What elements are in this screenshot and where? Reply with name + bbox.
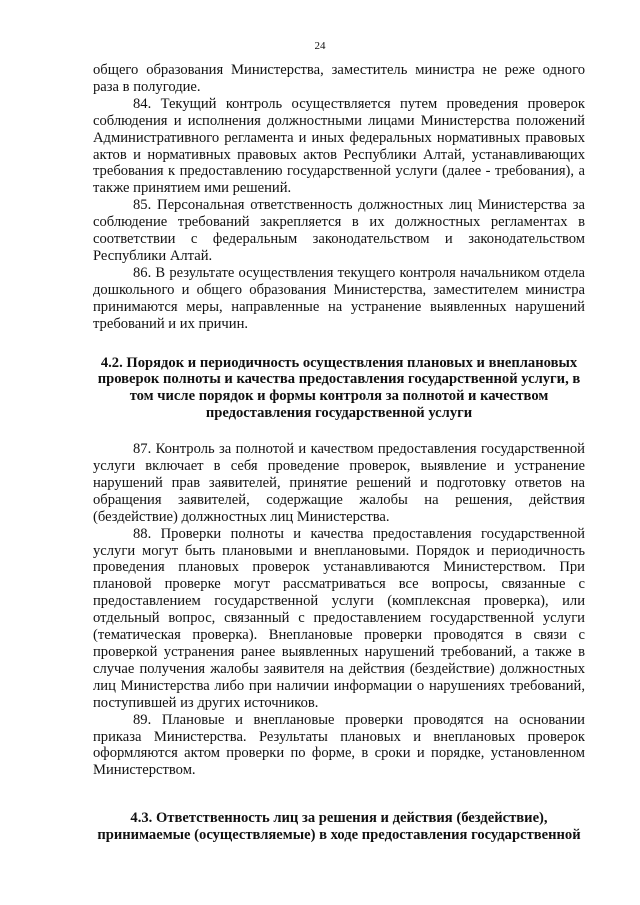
section-4-3-heading-line-1: 4.3. Ответственность лиц за решения и действия (бездействие),	[130, 810, 548, 827]
paragraph-88: 88. Проверки полноты и качества предоставления государственной услуги могут быть плановыми и внеплановыми. Порядок и периодичность проведения плановых проверок устанавливаются Министерством. При плановой проверке могут рассматриваться все вопросы, связанные с предоставлением государственной услуги (комплексная проверка), или отдельный вопрос, связанный с предоставлением государственной услуги (тематическая проверка). Внеплановые проверки проводятся в связи с проверкой устранения ранее выявленных нарушений требований, а также в случае получения жалобы заявителя на действия (бездействие) должностных лиц Министерства либо при наличии информации о нарушениях требований, поступившей из других источников.	[93, 525, 585, 711]
paragraph-85: 85. Персональная ответственность должностных лиц Министерства за соблюдение требований закрепляется в их должностных регламентах в соответствии с федеральным законодательством и законодательством Республики Алтай.	[93, 197, 585, 264]
page-number: 24	[314, 40, 326, 52]
paragraph-continuation: общего образования Министерства, заместитель министра не реже одного раза в полугодие.	[93, 62, 585, 95]
document-body	[93, 62, 585, 844]
paragraph-84: 84. Текущий контроль осуществляется путем проведения проверок соблюдения и исполнения должностными лицами Министерства положений Административного регламента и иных федеральных нормативных правовых актов и нормативных правовых актов Республики Алтай, устанавливающих требования к предоставлению государственной услуги (далее - требования), а также принятием ими решений.	[93, 95, 585, 197]
section-4-3-heading-line-2: принимаемые (осуществляемые) в ходе предоставления государственной	[97, 827, 581, 844]
section-4-3-heading	[93, 810, 585, 844]
paragraph-89: 89. Плановые и внеплановые проверки проводятся на основании приказа Министерства. Результаты плановых и внеплановых проверок оформляются актом проверки по форме, в сроки и порядке, установленном Министерством.	[93, 711, 585, 779]
paragraph-87: 87. Контроль за полнотой и качеством предоставления государственной услуги включает в себя проведение проверок, выявление и устранение нарушений прав заявителей, принятие решений и подготовку ответов на обращения заявителей, содержащие жалобы на решения, действия (бездействие) должностных лиц Министерства.	[93, 441, 585, 525]
paragraph-86: 86. В результате осуществления текущего контроля начальником отдела дошкольного и общего образования Министерства, заместителем министра принимаются меры, направленные на устранение выявленных нарушений требований и их причин.	[93, 264, 585, 332]
section-4-2-heading: 4.2. Порядок и периодичность осуществления плановых и внеплановых проверок полноты и качества предоставления государственной услуги, в том числе порядок и формы контроля за полнотой и качеством предоставления государственной услуги	[97, 354, 581, 422]
